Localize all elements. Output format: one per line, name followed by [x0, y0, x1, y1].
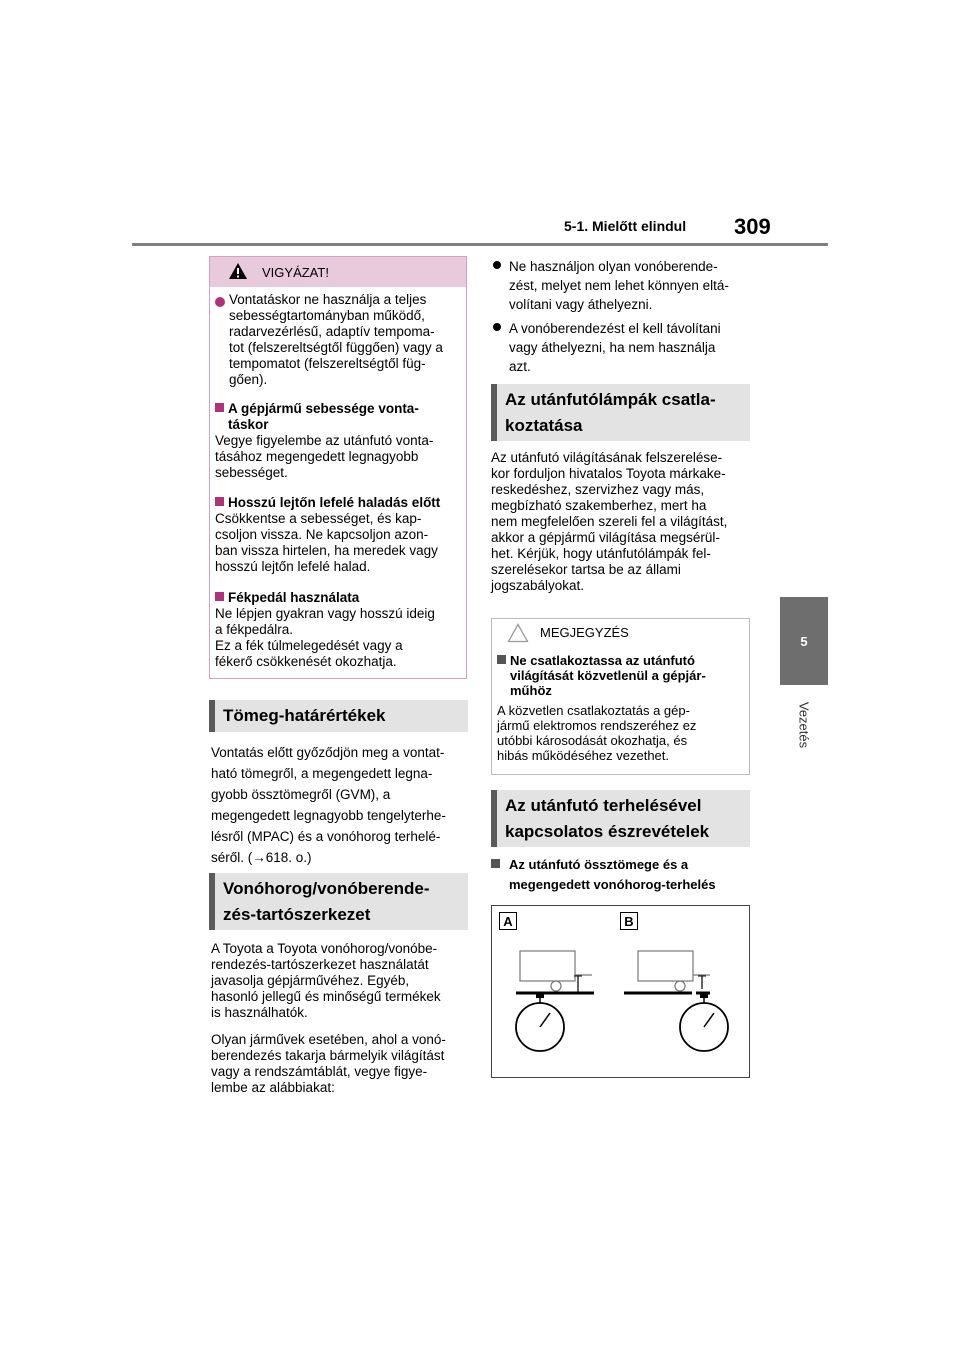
section-load-subhead [491, 855, 753, 895]
text-line: jogszabályokat. [491, 578, 585, 593]
trailer-b-icon [624, 951, 728, 1051]
trailer-a-icon [516, 951, 594, 1051]
text-line: hasonló jellegű és minőségű termékek [211, 989, 441, 1004]
section-title-line: koztatása [505, 416, 583, 435]
section-hitch-p1 [211, 941, 471, 1021]
trailer-scale-diagram [510, 945, 730, 1070]
square-bullet-icon [215, 592, 224, 601]
section-heading: 5-1. Mielőtt elindul [564, 218, 687, 234]
text-line: javasolja gépjárművéhez. Egyéb, [211, 973, 410, 988]
text-line: ható tömegről, a megengedett legna- [211, 766, 433, 781]
section-lamps-header [491, 384, 750, 441]
header-rule [132, 243, 828, 246]
text-line: tot (felszereltségtől függően) vagy a [229, 340, 443, 355]
section-weight-text [211, 742, 471, 868]
item-title-line: műhöz [510, 683, 552, 698]
item-title-line: világítását közvetlenül a gépjár- [510, 668, 706, 683]
text-line: tásához megengedett legnagyobb [215, 449, 419, 464]
text-line: rendezés-tartószerkezet használatát [211, 957, 429, 972]
round-bullet-icon [493, 323, 501, 331]
text-line: jármű elektromos rendszeréhez ez [497, 718, 697, 733]
text-line: gyobb össztömegről (GVM), a [211, 787, 391, 802]
section-title: Tömeg-határértékek [223, 706, 386, 725]
text-line: szerelésekor tartsa be az állami [491, 562, 681, 577]
text-line: Az utánfutó világításának felszerelése- [491, 450, 723, 465]
text-line: hibás működéséhez vezethet. [497, 748, 669, 763]
text-line: A Toyota a Toyota vonóhorog/vonóbe- [211, 941, 438, 956]
note-triangle-icon [507, 623, 529, 643]
chapter-label: Vezetés [796, 701, 812, 749]
text-line: a fékpedálra. [215, 622, 294, 637]
text-line: tempomatot (felszereltségtől füg- [229, 356, 426, 371]
section-hitch-p2 [211, 1032, 471, 1096]
square-bullet-icon [497, 655, 506, 664]
page-number: 309 [734, 214, 771, 239]
text-line: is használhatók. [211, 1005, 308, 1020]
text-line: utóbbi károsodását okozhatja, és [497, 733, 688, 748]
text-line: Vontatás előtt győződjön meg a vontat- [211, 745, 445, 760]
bullet-dot-icon [215, 297, 225, 307]
caution-item-downhill [215, 495, 465, 575]
text-line: volítani vagy áthelyezni. [509, 297, 653, 312]
text-line: A vonóberendezést el kell távolítani [509, 321, 721, 336]
item-title: Fékpedál használata [228, 590, 360, 605]
text-line: csoljon vissza. Ne kapcsoljon azon- [215, 527, 429, 542]
item-title: Hosszú lejtőn lefelé haladás előtt [228, 495, 441, 510]
text-line: ban vissza hirtelen, ha meredek vagy [215, 543, 438, 558]
note-title: MEGJEGYZÉS [540, 625, 629, 640]
bullet-list [493, 257, 753, 376]
section-title-line: Az utánfutó terhelésével [505, 796, 702, 815]
text-line: megengedett legnagyobb tengelyterhe- [211, 808, 446, 823]
text-line: Csökkentse a sebességet, és kap- [215, 511, 422, 526]
text-line: sebességet. [215, 465, 288, 480]
text-line: azt. [509, 359, 531, 374]
chapter-label-wrap [780, 690, 828, 760]
text-line: gően). [229, 372, 268, 387]
caution-item-speed [215, 401, 465, 481]
square-bullet-icon [215, 403, 224, 412]
caution-item-brake [215, 590, 465, 670]
item-title-line: A gépjármű sebessége vonta- [228, 401, 419, 416]
round-bullet-icon [493, 261, 501, 269]
section-hitch-header [209, 873, 468, 930]
section-load-header [491, 790, 750, 847]
item-title-line: Ne csatlakoztassa az utánfutó [510, 653, 695, 668]
text-line: Vontatáskor ne használja a teljes [229, 292, 427, 307]
section-title-line: zés-tartószerkezet [223, 905, 371, 924]
text-line: akkor a gépjármű világítása megsérül- [491, 530, 720, 545]
text-line: Ne lépjen gyakran vagy hosszú ideig [215, 606, 435, 621]
section-lamps-text [491, 450, 753, 594]
text-line: berendezés takarja bármelyik világítást [211, 1048, 445, 1063]
text-line: fékerő csökkenését okozhatja. [215, 654, 397, 669]
text-line: Vegye figyelembe az utánfutó vonta- [215, 433, 434, 448]
text-line: vagy a rendszámtáblát, vegye figye- [211, 1064, 428, 1079]
chapter-tab [780, 597, 828, 685]
text-line: het. Kérjük, hogy utánfutólámpák fel- [491, 546, 711, 561]
section-title-line: kapcsolatos észrevételek [505, 822, 710, 841]
note-content [497, 653, 747, 763]
item-title-line: táskor [228, 417, 269, 432]
text-line: nem megfelelően szereli fel a világítást, [491, 514, 728, 529]
subhead-line: megengedett vonóhorog-terhelés [509, 877, 716, 892]
square-bullet-icon [215, 497, 224, 506]
text-line: kor forduljon hivatalos Toyota márkake- [491, 466, 726, 481]
section-title-line: Vonóhorog/vonóberende- [223, 879, 430, 898]
caution-title: VIGYÁZAT! [262, 265, 329, 280]
text-line: radarvezérlésű, adaptív tempoma- [229, 324, 435, 339]
text-line: A közvetlen csatlakoztatás a gép- [497, 703, 690, 718]
text-line: megbízható szakemberhez, mert ha [491, 498, 707, 513]
caution-intro [215, 292, 465, 388]
text-line: vagy áthelyezni, ha nem használja [509, 340, 716, 355]
text-line: reskedéshez, szervizhez vagy más, [491, 482, 705, 497]
section-weight-header [209, 700, 468, 732]
warning-triangle-icon [228, 262, 248, 280]
text-line: lésről (MPAC) és a vonóhorog terhelé- [211, 829, 441, 844]
caution-header [210, 257, 466, 287]
chapter-number: 5 [800, 633, 808, 649]
text-line: lembe az alábbiakat: [211, 1080, 335, 1095]
figure-label-b: B [620, 912, 638, 930]
text-line: zést, melyet nem lehet könnyen eltá- [509, 278, 729, 293]
section-title-line: Az utánfutólámpák csatla- [505, 390, 716, 409]
text-line: Olyan járművek esetében, ahol a vonó- [211, 1032, 446, 1047]
text-line: sebességtartományban működő, [229, 308, 425, 323]
subhead-line: Az utánfutó össztömege és a [509, 857, 689, 872]
square-bullet-icon [491, 859, 500, 868]
text-line: hosszú lejtőn lefelé halad. [215, 559, 371, 574]
figure-label-a: A [499, 912, 517, 930]
text-line: séről. (→618. o.) [211, 850, 312, 865]
text-line: Ez a fék túlmelegedését vagy a [215, 638, 403, 653]
text-line: Ne használjon olyan vonóberende- [509, 259, 718, 274]
